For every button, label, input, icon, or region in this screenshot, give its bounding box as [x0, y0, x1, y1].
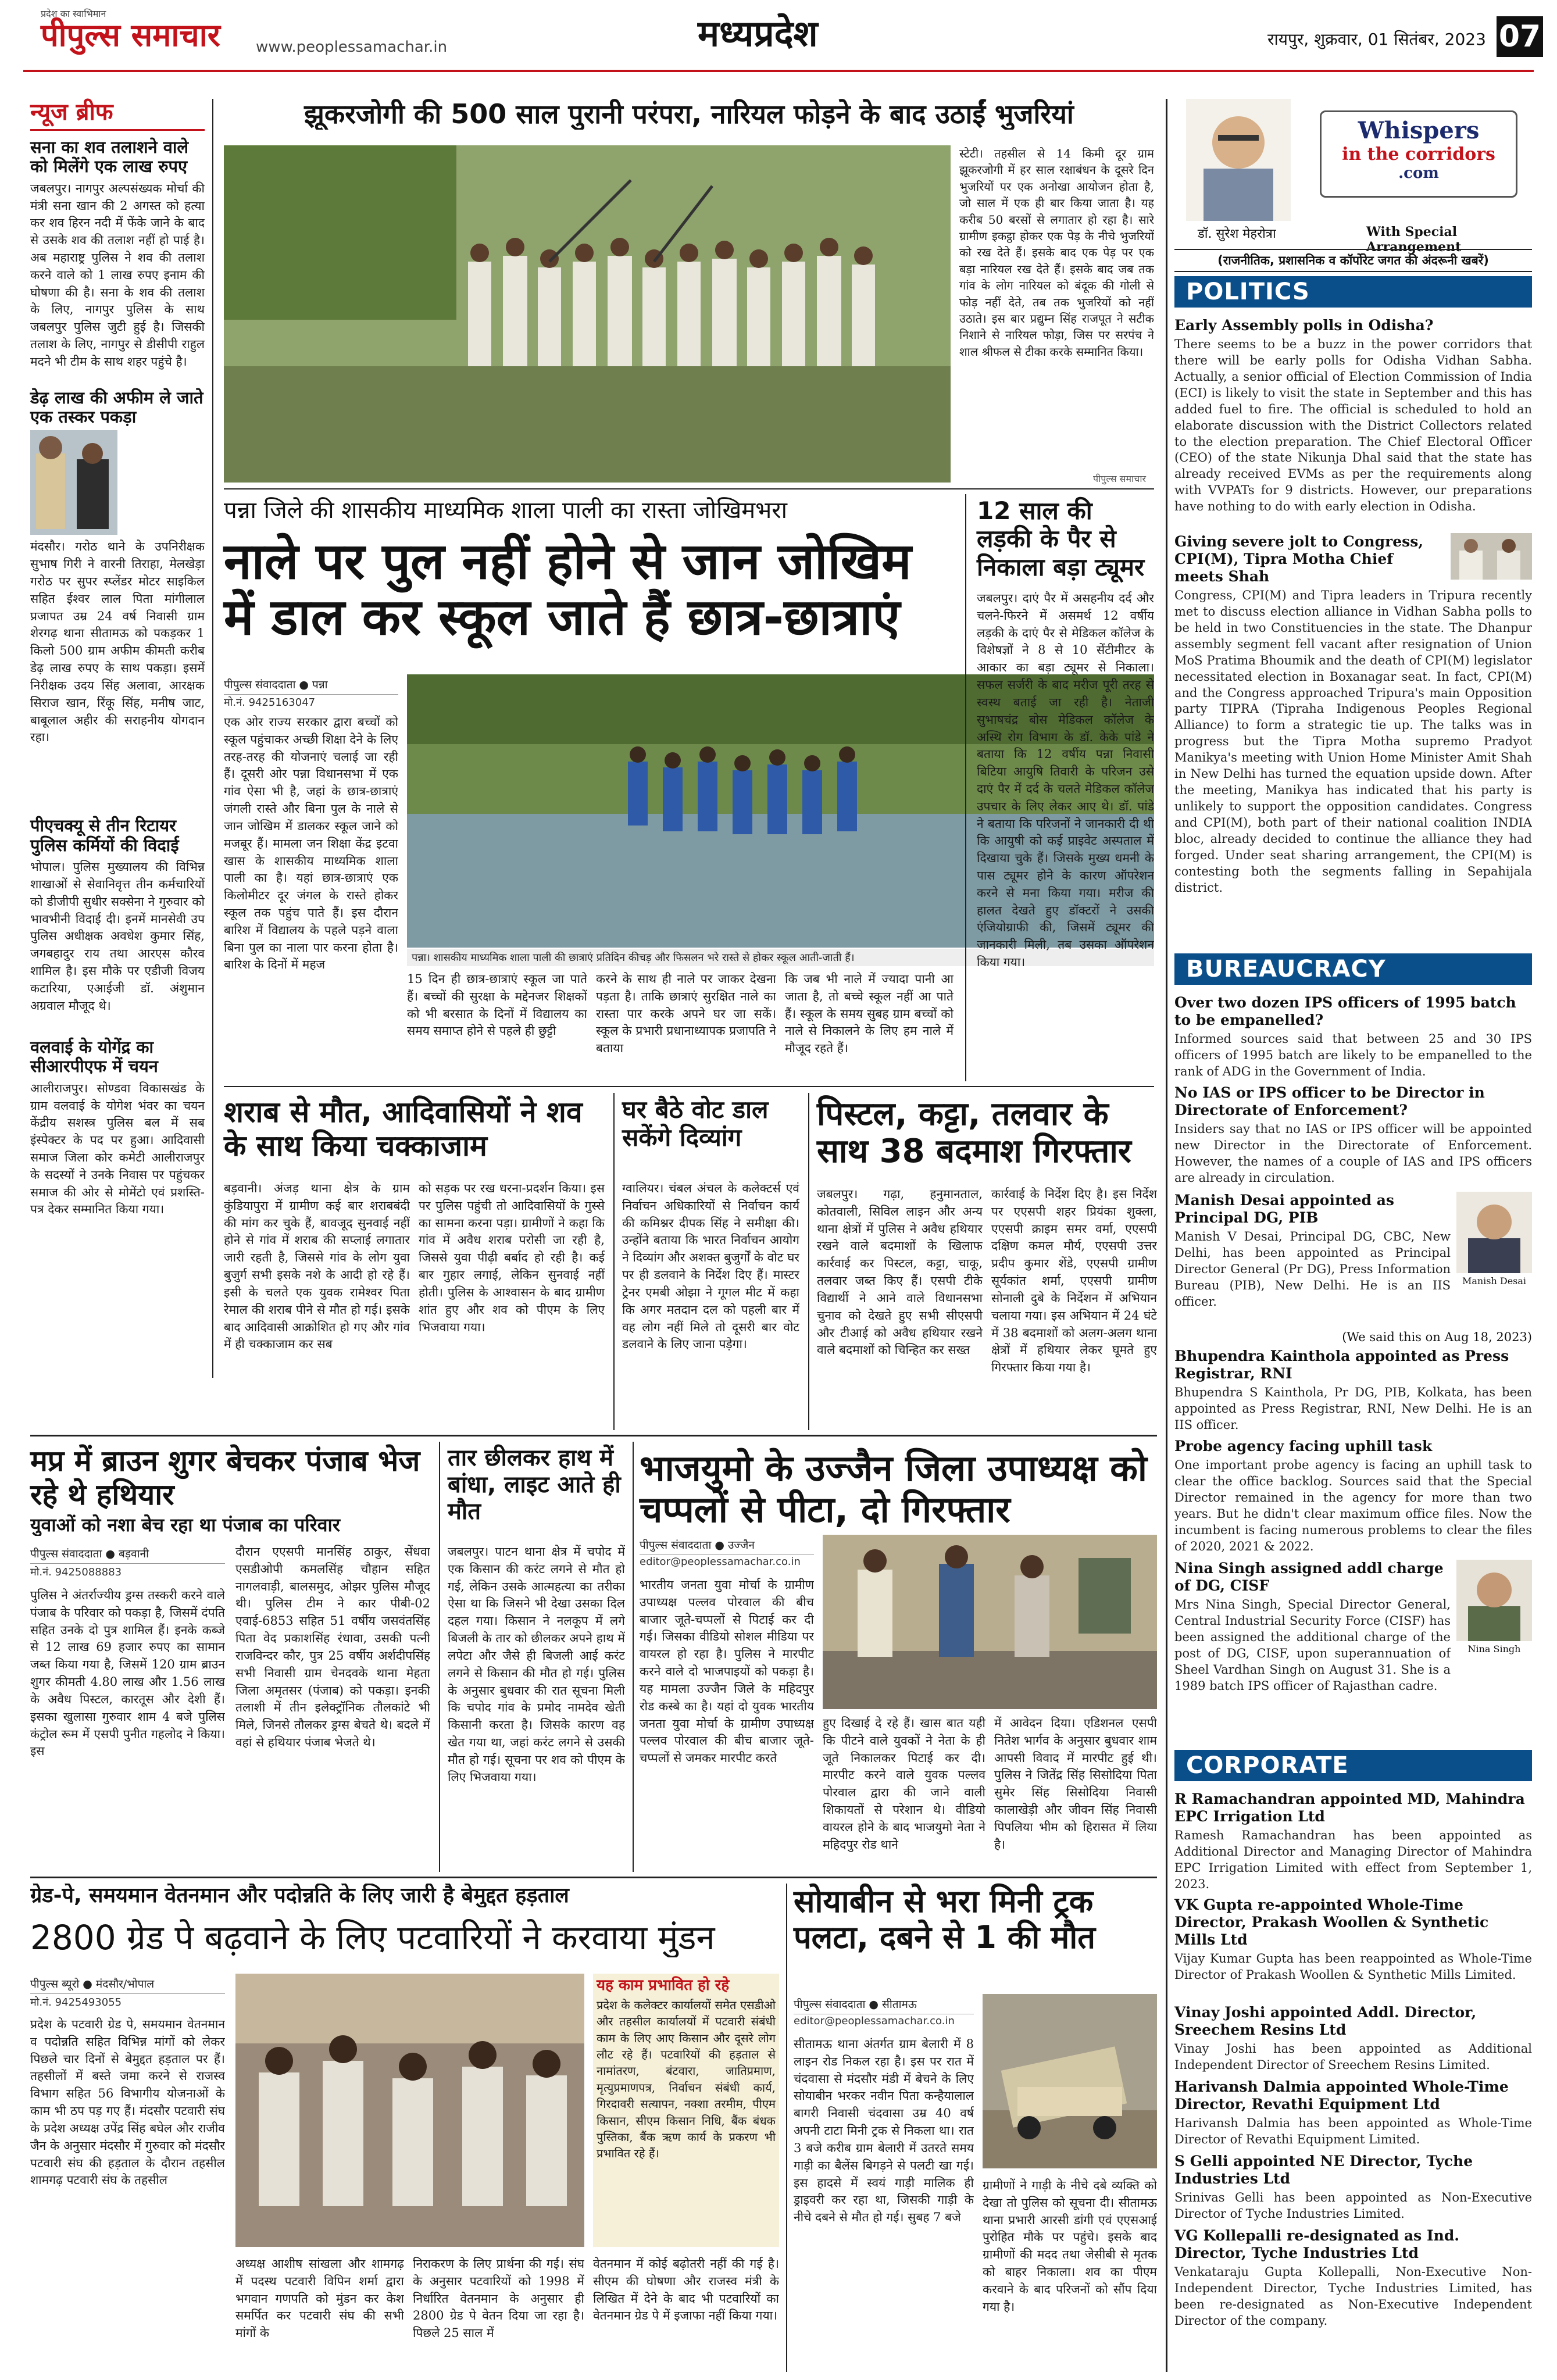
corporate-section-label: CORPORATE	[1174, 1750, 1532, 1781]
story11-byline: पीपुल्स संवाददाता ● सीतामऊ	[794, 1994, 974, 2014]
story6-col2: कार्रवाई के निर्देश दिए है। इस निर्देश पर एएसपी शहर प्रियंका शुक्ला, एएसपी क्राइम समर वर्मा, एएसपी दक्षिण कमल मौर्य, एएसपी उत्तर प्रदीप कुमार शेंडे, एएसपी ग्रामीण सूर्यकांत शर्मा, एएसपी ग्रामीण सोनाली दुबे के निर्देशन में अभियान चलाया गया। इस अभियान में 24 घंटे में 38 बदमाशों को अलग-अलग थाना क्षेत्रों में हथियार लेकर घूमते हुए गिरफ्तार किया गया है।	[991, 1187, 1157, 1375]
politics-section-label: POLITICS	[1174, 276, 1532, 308]
story2-intro: एक ओर राज्य सरकार द्वारा बच्चों को स्कूल पहुंचाकर अच्छी शिक्षा देने के लिए तरह-तरह की योजनाएं चलाई जा रही हैं। दूसरी ओर पन्ना विधानसभा में एक गांव ऐसा भी है, जहां के छात्र-छात्राएं जंगली रास्ते और बिना पुल के नाले से जान जोखिम में डालकर स्कूल जाने को मजबूर हैं। मामला जन शिक्षा केंद्र इटवा खास के शासकीय माध्यमिक शाला पाली का है। यहां छात्र-छात्राएं एक किलोमीटर दूर जंगल के रास्ते होकर स्कूल तक पहुंच पाते हैं। इस दौरान बारिश में विद्यालय के पहले पड़ने वाला बिना पुल का नाला पार करना होता है। बारिश के दिनों में महज	[224, 715, 398, 972]
story9-headline: भाजयुमो के उज्जैन जिला उपाध्यक्ष को चप्पलों से पीटा, दो गिरफ्तार	[640, 1447, 1147, 1531]
whispers-tagline: (राजनीतिक, प्रशासनिक व कॉर्पोरेट जगत की अंदरूनी खबरें)	[1174, 249, 1532, 272]
whispers-column	[1174, 99, 1532, 2372]
bureaucracy-item-title: Probe agency facing uphill task	[1174, 1438, 1433, 1455]
column-rule	[212, 99, 213, 1378]
story10-col2: अध्यक्ष आशीष सांखला और शामगढ़ में पदस्थ पटवारी विपिन शर्मा द्वारा भगवान गणपति को मुंडन कर केश समर्पित कर पटवारी संघ की सभी मांगों के	[235, 2257, 404, 2340]
story2-col2: 15 दिन ही छात्र-छात्राएं स्कूल जा पाते हैं। बच्चों की सुरक्षा के मद्देनजर शिक्षकों को भी बरसात के दिनों में विद्यालय का समय समाप्त होने से पहले ही छुट्टी	[407, 972, 587, 1038]
patwari-head-shaving-photo	[235, 1974, 584, 2247]
story4-headline: शराब से मौत, आदिवासियों ने शव के साथ किया चक्काजाम	[224, 1095, 583, 1163]
story1-body: स्टेटी। तहसील से 14 किमी दूर ग्राम झूकरजोगी में हर साल रक्षाबंधन के दूसरे दिन भुजरियों पर एक अनोखा आयोजन होता है, जो साल में एक ही बार किया जाता है। यह करीब 50 बरसों से लगातार हो रहा है। सारे ग्रामीण इकट्ठा होकर एक पेड़ के नीचे भुजरियों को रख देते हैं। इसके बाद एक पेड़ पर एक बड़ा नारियल रख देते हैं। इसके बाद जब तक गांव के लोग नारियल को बंदूक की गोली से फोड़ नहीं देते, तब तक भुजरियों को नहीं उठाते। इस बार प्रद्युम्न सिंह राजपूत ने सटीक निशाने से नारियल फोड़ा, जिस पर सरपंच ने शाल श्रीफल से टीका करके सम्मानित किया।	[959, 146, 1154, 359]
sidebar-body: प्रदेश के कलेक्टर कार्यालयों समेत एसडीओ और तहसील कार्यालयों में पटवारी संबंधी काम के लिए आए किसान और दूसरे लोग लौट रहे हैं। पटवारियों की हड़ताल से नामांतरण, बंटवारा, जातिप्रमाण, मृत्युप्रमाणपत्र, निर्वाचन संबंधी कार्य, गिरदावरी सत्यापन, नक्शा तरमीम, पीएम किसान, सीएम किसान निधि, बैंक बंधक पुस्तिका, बैंक ऋण कार्य के प्रकरण भी प्रभावित रहे हैं।	[597, 1997, 776, 2161]
story-rule	[224, 488, 1154, 489]
story9-photo	[823, 1535, 1157, 1709]
nina-singh-photo	[1456, 1560, 1532, 1641]
news-brief-label: न्यूज ब्रीफ	[30, 99, 205, 131]
column-rule	[613, 1093, 615, 1430]
story9-col2: हुए दिखाई दे रहे हैं। खास बात यही कि पीटने वाले युवकों ने नेता के ही जूते निकालकर पिटाई कर दी। मारपीट करने वाले युवक पल्लव पोरवाल द्वारा की जाने वाली शिकायतों से परेशान थे। वीडियो वायरल होने के बाद भाजयुमो नेता ने महिदपुर रोड थाने	[823, 1716, 985, 1852]
story1-photo	[224, 145, 951, 483]
author-portrait	[1186, 99, 1291, 221]
column-rule	[965, 494, 966, 1081]
story11-headline: सोयाबीन से भरा मिनी ट्रक पलटा, दबने से 1 की मौत	[794, 1883, 1096, 1956]
story10-kicker: ग्रेड-पे, समयमान वेतनमान और पदोन्नति के लिए जारी है बेमुद्दत हड़ताल	[30, 1884, 569, 1907]
story7-mobile: मो.नं. 9425088883	[30, 1566, 122, 1578]
brief-item-title: पीएचक्यू से तीन रिटायर पुलिस कर्मियों की विदाई	[30, 816, 179, 855]
story-rule	[30, 1435, 1157, 1436]
corporate-item-title: S Gelli appointed NE Director, Tyche Industries Ltd	[1174, 2153, 1473, 2187]
logo-line2: in the corridors	[1342, 144, 1495, 165]
corporate-item-body: Vijay Kumar Gupta has been reappointed as Whole-Time Director of Prakash Woollen & Synthetic Mills Limited.	[1174, 1952, 1532, 1982]
column-rule	[808, 1093, 809, 1430]
column-rule	[633, 1442, 634, 1872]
politics-item-body: There seems to be a buzz in the power corridors that there will be early polls for Odisha Vidhan Sabha. Actually, a senior official of Election Commission of India (ECI) is likely to visit the state in September and this has added fuel to fire. The official is scheduled to hold an elaborate discussion with the District Collectors related to the election preparation. The Chief Electoral Officer (CEO) of the state Nikunja Dhal said that the state has already received EVMs as per the requirements along with VVPATs for 9 districts. However, our preparations have nothing to do with early election in Odisha.	[1174, 337, 1532, 514]
story8-body: जबलपुर। पाटन थाना क्षेत्र में चपोद में एक किसान की करंट लगने से मौत हो गई, लेकिन उसके आत्महत्या का तरीका ऐसा था कि जिसने भी देखा उसका दिल दहल गया। किसान ने नलकूप में लगे बिजली के तार को छीलकर अपने हाथ में लपेटा और जैसे ही बिजली आई करंट लगने से किसान की मौत हो गई। पुलिस के अनुसार बुधवार की रात सूचना मिली कि चपोद गांव के प्रमोद नामदेव खेती किसानी करता है। जिसके कारण वह खेत गया था, जहां करंट लगने से उसकी मौत हो गई। सूचना पर शव को पीएम के लिए भिजवाया गया।	[448, 1545, 625, 1784]
brief-item-body: जबलपुर। नागपुर अल्पसंख्यक मोर्चा की मंत्री सना खान की 2 अगस्त को हत्या कर शव हिरन नदी में फेंके जाने के बाद से उसके शव की तलाश नहीं हो पाई है। अब महाराष्ट्र पुलिस ने शव की तलाश करने वाले को 1 लाख रुपए इनाम की घोषणा की है। सना के शव की तलाश के लिए, नागपुर पुलिस के साथ जबलपुर पुलिस जुटी हुई है। जिसकी तलाश के लिए, नागपुर से डीसीपी राहुल मदने भी टीम के साथ शहर पहुंचे है।	[30, 181, 205, 369]
story7-subhead: युवाओं को नशा बेच रहा था पंजाब का परिवार	[30, 1514, 340, 1536]
corporate-item-body: Venkataraju Gupta Kollepalli, Non-Executive Non-Independent Director, Tyche Industries Limited, has been re-designated as Non-Executive Independent Director of the company.	[1174, 2265, 1532, 2328]
story11-photo	[983, 1994, 1157, 2168]
story2-col4: कि जब भी नाले में ज्यादा पानी आ जाता है, तो बच्चे स्कूल नहीं आ पाते हैं। स्कूल के समय सुबह ग्राम बच्चों को नाले से निकालने के लिए हम नाले में मौजूद रहते हैं।	[785, 972, 954, 1056]
column-rule	[439, 1442, 440, 1872]
bureaucracy-item-body: Insiders say that no IAS or IPS officer will be appointed new Director in the Directorate of Enforcement. However, the names of a couple of IAS and IPS officers are already in circulation.	[1174, 1122, 1532, 1185]
logo-line1: Whispers	[1358, 117, 1480, 144]
masthead-tagline: प्रदेश का स्वाभिमान	[41, 8, 106, 19]
story5-body: ग्वालियर। चंबल अंचल के कलेक्टर्स एवं निर्वाचन अधिकारियों से निर्वाचन कार्य की कमिश्नर दीपक सिंह ने समीक्षा की। उन्होंने बताया कि भारत निर्वाचन आयोग ने दिव्यांग और अशक्त बुजुर्गों के वोट घर पर ही डलवाने के निर्देश दिए हैं। मास्टर ट्रेनर एमबी ओझा ने गूगल मीट में कहा कि अगर मतदान दल को पहली बार में वह लोग नहीं मिले तो दूसरी बार वोट डलवाने के लिए जाना पड़ेगा।	[622, 1181, 799, 1352]
brief-item-title: सना का शव तलाशने वाले को मिलेंगे एक लाख रुपए	[30, 137, 189, 177]
story10-col3: निराकरण के लिए प्रार्थना की गई। संघ के अनुसार पटवारियों को 1998 में निर्धारित वेतनमान के अनुसार ही 2800 ग्रेड पे वेतन दिया जा रहा है। पिछले 25 साल में	[413, 2257, 584, 2340]
bureaucracy-item-body: Manish V Desai, Principal DG, CBC, New Delhi, has been appointed as Principal Director General (Pr DG), Press Information Bureau (PIB), New Delhi. He is an IIS officer.	[1174, 1230, 1451, 1309]
story11-col2: ग्रामीणों ने गाड़ी के नीचे दबे व्यक्ति को देखा तो पुलिस को सूचना दी। सीतामऊ थाना प्रभारी आरसी डांगी एवं एएसआई पुरोहित मौके पर पहुंचे। इसके बाद ग्रामीणों की मदद तथा जेसीबी से मृतक को बाहर निकाला। शव का पीएम करवाने के बाद परिजनों को सौंप दिया गया है।	[983, 2178, 1157, 2314]
brief-item-body: भोपाल। पुलिस मुख्यालय की विभिन्न शाखाओं से सेवानिवृत्त तीन कर्मचारियों को डीजीपी सुधीर सक्सेना ने गुरुवार को भावभीनी विदाई दी। इनमें मानसेवी उप पुलिस अधीक्षक अवधेश कुमार सिंह, जगबहादुर राय तथा आरएस कौरव शामिल है। इस मौके पर एडीजी विजय कटारिया, एआईजी डॉ. अंशुमान अग्रवाल मौजूद थे।	[30, 860, 205, 1013]
story1-headline: झूकरजोगी की 500 साल पुरानी परंपरा, नारियल फोड़ने के बाद उठाईं भुजरियां	[304, 99, 1074, 130]
story10-headline: 2800 ग्रेड पे बढ़वाने के लिए पटवारियों ने करवाया मुंडन	[30, 1918, 715, 1957]
story6-headline: पिस्टल, कट्टा, तलवार के साथ 38 बदमाश गिरफ्तार	[817, 1095, 1131, 1171]
paper-name: पीपुल्स समाचार	[41, 17, 220, 53]
story3-headline: 12 साल की लड़की के पैर से निकाला बड़ा ट्यूमर	[977, 496, 1145, 581]
politics-item-body: Congress, CPI(M) and Tipra leaders in Tripura recently met to discuss election alliance in Vidhan Sabha polls to be held in two Constituencies in the state. The Dhanpur assembly segment fell vacant after resignation of Union MoS Pratima Bhoumik and the death of CPI(M) legislator necessitated election in Boxanagar seat. In fact, CPI(M) and the Congress approached Tripura's main Opposition party TIPRA (Tipraha Indigenous Peoples Regional Alliance) to form a strategic tie up. The talks was in progress but the Tipra Motha supremo Pradyot Manikya's meeting with Union Home Minister Amit Shah in New Delhi has turned the equation upside down. After the meeting, Manikya has indicated that his party is unlikely to support the opposition candidates. Congress and CPI(M), both part of their national coalition INDIA bloc, already decided to continue the alliance they had forged. Under seat sharing arrangement, the CPI(M) is contesting both the segments falling in Sepahijala district.	[1174, 588, 1532, 895]
story1-credit: पीपुल्स समाचार	[1093, 473, 1147, 484]
meeting-photo	[1451, 533, 1532, 580]
story10-col1: प्रदेश के पटवारी ग्रेड पे, समयमान वेतनमान व पदोन्नति सहित विभिन्न मांगों को लेकर पिछले चार दिनों से बेमुद्दत हड़ताल पर हैं। तहसीलों में बस्ते जमा करने से राजस्व विभाग सहित 56 विभागीय योजनाओं के काम भी ठप पड़ गए हैं। मंदसौर पटवारी संघ के प्रदेश अध्यक्ष उपेंद्र सिंह बघेल और राजीव जैन के अनुसार मंदसौर में गुरुवार को मंदसौर पटवारी संघ की हड़ताल के दौरान तहसील शामगढ़ पटवारी संघ के तहसील	[30, 2017, 225, 2188]
manish-desai-photo	[1456, 1192, 1532, 1273]
bureaucracy-list	[1174, 994, 1532, 1713]
photo-caption: Nina Singh	[1467, 1643, 1521, 1654]
arrangement-note: With Special Arrangement	[1366, 224, 1462, 255]
bureaucracy-item-body: Informed sources said that between 25 and 30 IPS officers of 1995 batch are likely to be empanelled to the rank of ADG in the Government of India.	[1174, 1032, 1532, 1078]
story2-kicker: पन्ना जिले की शासकीय माध्यमिक शाला पाली का रास्ता जोखिमभरा	[224, 497, 787, 524]
masthead	[0, 0, 1557, 81]
corporate-item-title: R Ramachandran appointed MD, Mahindra EPC Irrigation Ltd	[1174, 1791, 1525, 1825]
story10-col4: वेतनमान में कोई बढ़ोतरी नहीं की गई है। सीएम की घोषणा और राजस्व मंत्री के लिखित में देने के बाद भी पटवारियों का वेतनमान ग्रेड पे में इजाफा नहीं किया गया।	[593, 2257, 779, 2323]
dateline: रायपुर, शुक्रवार, 01 सितंबर, 2023	[1267, 30, 1486, 49]
corporate-item-title: VG Kollepalli re-designated as Ind. Director, Tyche Industries Ltd	[1174, 2227, 1460, 2261]
story9-col1: भारतीय जनता युवा मोर्चा के ग्रामीण उपाध्यक्ष पल्लव पोरवाल की बीच बाजार जूते-चप्पलों से पिटाई कर दी गई। जिसका वीडियो सोशल मीडिया पर वायरल हो रहा है। पुलिस ने मारपीट करने वाले दो भाजपाइयों को पकड़ा है। यह मामला उज्जैन जिले के महिदपुर रोड कस्बे का है। यहां दो युवक भारतीय जनता युवा मोर्चा के ग्रामीण उपाध्यक्ष पल्लव पोरवाल की बीच बाजार जूते-चप्पलों से जमकर मारपीट करते	[640, 1578, 814, 1766]
story2-mobile: मो.नं. 9425163047	[224, 696, 316, 709]
brief-photo-police	[30, 430, 117, 535]
section-name: मध्यप्रदेश	[698, 12, 818, 55]
story6-col1: जबलपुर। गढ़ा, हनुमानताल, कोतवाली, सिविल लाइन और अन्य थाना क्षेत्रों में पुलिस ने अवैध हथियार रखने वाले बदमाशों के खिलाफ कार्रवाई कर पिस्टल, कट्टा, चाकू, तलवार जब्त किए हैं। एसपी टीके विद्यार्थी ने आने वाले विधानसभा चुनाव को देखते हुए सभी सीएसपी और टीआई को अवैध हथियार रखने वाले बदमाशों को चिन्हित कर सख्त	[817, 1187, 983, 1357]
brief-item-title: वलवाई के योगेंद्र का सीआरपीएफ में चयन	[30, 1037, 158, 1077]
story2-caption: पन्ना। शासकीय माध्यमिक शाला पाली की छात्राएं प्रतिदिन कीचड़ और फिसलन भरे रास्ते से होकर स्कूल आती-जाती हैं।	[407, 949, 1154, 966]
story8-headline: तार छीलकर हाथ में बांधा, लाइट आते ही मौत	[448, 1445, 621, 1525]
bureaucracy-item-title: Nina Singh assigned addl charge of DG, CISF	[1174, 1560, 1444, 1594]
bureaucracy-item-title: Over two dozen IPS officers of 1995 batch to be empanelled?	[1174, 994, 1516, 1028]
politics-list	[1174, 317, 1532, 916]
police-photo	[30, 430, 117, 535]
reported-note: (We said this on Aug 18, 2023)	[1342, 1330, 1532, 1344]
brief-item-title: डेढ़ लाख की अफीम ले जाते एक तस्कर पकड़ा	[30, 387, 203, 427]
story-rule	[224, 1086, 1154, 1087]
overturned-truck-photo	[983, 1994, 1157, 2168]
politics-item-title: Giving severe jolt to Congress, CPI(M), Tipra Motha Chief meets Shah	[1174, 533, 1423, 585]
story10-mobile: मो.नं. 9425493055	[30, 1996, 122, 2009]
masthead-rule	[23, 70, 1534, 72]
story-rule	[30, 1877, 1157, 1878]
story10-sidebar	[593, 1974, 779, 2247]
website[interactable]: www.peoplessamachar.in	[256, 38, 448, 56]
column-rule	[1166, 99, 1167, 2372]
column-rule	[786, 1884, 787, 2372]
corporate-list	[1174, 1791, 1532, 2329]
sidebar-heading: यह काम प्रभावित हो रहे	[597, 1977, 730, 1994]
story2-byline: पीपुल्स संवाददाता ● पन्ना	[224, 674, 398, 695]
bureaucracy-item-body: Mrs Nina Singh, Special Director General, Central Industrial Security Force (CISF) has been assigned the additional charge of the post of DG, CISF, upon superannuation of Sheel Vardhan Singh on August 31. She is a 1989 batch IPS officer of Rajasthan cadre.	[1174, 1598, 1451, 1693]
corporate-item-title: VK Gupta re-appointed Whole-Time Director, Prakash Woollen & Synthetic Mills Ltd	[1174, 1896, 1489, 1948]
story9-col3: में आवेदन दिया। एडिशनल एसपी नितेश भार्गव के अनुसार बुधवार शाम आपसी विवाद में मारपीट हुई थी। पुलिस ने जितेंद्र सिंह सिसोदिया पिता सुमेर सिंह सिसोदिया निवासी कालाखेड़ी और जीवन सिंह निवासी पिपलिया भीम को हिरासत में लिया है।	[994, 1716, 1157, 1852]
story9-byline: पीपुल्स संवाददाता ● उज्जैन	[640, 1535, 814, 1555]
corporate-item-title: Harivansh Dalmia appointed Whole-Time Director, Revathi Equipment Ltd	[1174, 2078, 1509, 2113]
story11-col1: सीतामऊ थाना अंतर्गत ग्राम बेलारी में 8 लाइन रोड निकल रहा है। इस पर रात में चंदवासा से मंदसौर मंडी में बेचने के लिए सोयाबीन भरकर नवीन पिता कन्हैयालाल बागरी निवासी चंदवासा उम्र 40 वर्ष अपनी टाटा मिनी ट्रक से निकला था। रात 3 बजे करीब ग्राम बेलारी में उतरते समय गाड़ी का बैलेंस बिगड़ने से पलटी खा गई। इस हादसे में स्वयं गाड़ी मालिक ही ड्राइवरी कर रहा था, जिसकी गाड़ी के नीचे दबने से मौत हो गई। सुबह 7 बजे	[794, 2037, 974, 2225]
story10-photo	[235, 1974, 584, 2247]
page-number: 07	[1497, 16, 1543, 57]
story7-col2: दौरान एएसपी मानसिंह ठाकुर, सेंधवा एसडीओपी कमलसिंह चौहान सहित नागलवाड़ी, बालसमुद, ओझर पुलिस मौजूद थी। पुलिस टीम ने कार पीबी-02 एवाई-6853 सहित 51 वर्षीय जसवंतसिंह पिता वेद प्रकाशसिंह रंधावा, उसकी पत्नी राजविन्दर कौर, पुत्र 25 वर्षीय अर्शदीपसिंह सभी निवासी ग्राम चेनदवके थाना मेहता जिला अमृतसर (पंजाब) को पकड़ा। इनकी तलाशी में तीन इलेक्ट्रॉनिक तौलकांटे भी मिले, जिनसे तौलकर ड्रग्स बेचते थे। बदले में वहां से हथियार पंजाब भेजते थे।	[235, 1545, 430, 1749]
news-brief-column	[30, 99, 205, 1378]
author-photo	[1186, 99, 1291, 221]
brief-item-body: आलीराजपुर। सोण्डवा विकासखंड के ग्राम वलवाई के योगेश भंवर का चयन केंद्रीय सशस्त्र पुलिस बल में सब इंस्पेक्टर के पद पर हुआ। आदिवासी समाज जिला कोर कमेटी आलीराजपुर के सदस्यों ने उनके निवास पर पहुंचकर समाज की ओर से मोमेंटो एवं प्रशस्ति-पत्र देकर सम्मानित किया गया।	[30, 1081, 205, 1217]
politics-item-title: Early Assembly polls in Odisha?	[1174, 317, 1434, 334]
bureaucracy-item-title: Manish Desai appointed as Principal DG, PIB	[1174, 1192, 1394, 1226]
corporate-item-body: Ramesh Ramachandran has been appointed as Additional Director and Managing Director of Mahindra EPC Irrigation Limited with effect from September 1, 2023.	[1174, 1828, 1532, 1891]
story2-headline: नाले पर पुल नहीं होने से जान जोखिम में डाल कर स्कूल जाते हैं छात्र-छात्राएं	[224, 533, 912, 647]
bureaucracy-section-label: BUREAUCRACY	[1174, 953, 1532, 985]
story7-headline: मप्र में ब्राउन शुगर बेचकर पंजाब भेज रहे थे हथियार	[30, 1444, 420, 1511]
corporate-item-body: Srinivas Gelli has been appointed as Non-Executive Director of Tyche Industries Limited.	[1174, 2190, 1532, 2221]
story4-col2: को सड़क पर रख धरना-प्रदर्शन किया। इस पर पुलिस पहुंची तो आदिवासियों के गुस्से का सामना करना पड़ा। ग्रामीणों ने कहा कि गांव में अवैध शराब परोसी जा रही है, जिससे युवा पीढ़ी बर्बाद हो रही है। कई बार गुहार लगाई, लेकिन सुनवाई नहीं होती। पुलिस के आश्वासन के बाद ग्रामीण शांत हुए और शव को पीएम के लिए भिजवाया गया।	[419, 1181, 605, 1334]
bureaucracy-item-body: Bhupendra S Kainthola, Pr DG, PIB, Kolkata, has been appointed as Press Registrar, RNI, New Delhi. He is an IIS officer.	[1174, 1385, 1532, 1432]
story3-body: जबलपुर। दाएं पैर में असहनीय दर्द और चलने-फिरने में असमर्थ 12 वर्षीय लड़की के दाएं पैर से मेडिकल कॉलेज के विशेषज्ञों ने 8 से 10 सेंटीमीटर के आकार का बड़ा ट्यूमर से निकाला। सफल सर्जरी के बाद मरीज पूरी तरह से स्वस्थ बताई जा रही है। नेताजी सुभाषचंद्र बोस मेडिकल कॉलेज के अस्थि रोग विभाग के डॉ. केके पांडे ने बताया कि 12 वर्षीय पन्ना निवासी बिटिया आयुषि तिवारी के परिजन उसे दाएं पैर में दर्द के चलते मेडिकल कॉलेज उपचार के लिए लेकर आए थे। डॉ. पांडे ने बताया कि परिजनों ने जानकारी दी थी कि आयुषी को कई प्राइवेट अस्पताल में दिखाया चुके हैं। जिसके मुख्य धमनी के पास ट्यूमर होने के कारण ऑपरेशन करने से मना किया गया। मरीज की हालत देखते हुए डॉक्टरों ने उसकी एंजियोग्राफी की, जिसमें ट्यूमर की जानकारी मिली, तब उसका ऑपरेशन किया गया।	[977, 591, 1154, 970]
ceremony-crowd-photo	[224, 145, 951, 483]
bureaucracy-item-body: One important probe agency is facing an uphill task to clear the office backlog. Sources said that the Special Director remained in the agency for more than two years. But he didn't clear maximum office files. Now the incumbent is facing numerous problems to clear the files of 2020, 2021 & 2022.	[1174, 1458, 1532, 1553]
logo-line3: .com	[1398, 165, 1439, 182]
assault-video-still-photo	[823, 1535, 1157, 1709]
whispers-logo	[1320, 110, 1517, 198]
corporate-item-body: Harivansh Dalmia has been appointed as Whole-Time Director of Revathi Equipment Limited.	[1174, 2116, 1532, 2146]
story4-col1: बड़वानी। अंजड़ थाना क्षेत्र के ग्राम कुंडियापुरा में ग्रामीण कई बार शराबबंदी की मांग कर चुके हैं, बावजूद सुनवाई नहीं होने से गांव में शराब की सप्लाई लगातार जारी रहती है, जिससे गांव के लोग युवा बुजुर्ग सभी इसके नशे के आदी हो रहे हैं। इसी के चलते एक युवक रामेश्वर पिता रेमाल की शराब पीने से मौत हो गई। इसके बाद आदिवासी आक्रोशित हो गए और गांव में ही चक्काजाम कर सब	[224, 1181, 410, 1352]
author-name: डॉ. सुरेश मेहरोत्रा	[1198, 227, 1276, 241]
bureaucracy-item-title: Bhupendra Kainthola appointed as Press Registrar, RNI	[1174, 1348, 1509, 1382]
story10-byline: पीपुल्स ब्यूरो ● मंदसौर/भोपाल	[30, 1974, 225, 1994]
story7-byline: पीपुल्स संवाददाता ● बड़वानी	[30, 1543, 225, 1564]
story2-col3: करने के साथ ही नाले पर जाकर देखना पड़ता है। ताकि छात्राएं सुरक्षित नाले का रास्ता पार करके अपने घर जा सकें। स्कूल के प्रभारी प्रधानाध्यापक प्रजापति ने बताया	[596, 972, 776, 1056]
brief-item-body: मंदसौर। गरोठ थाने के उपनिरीक्षक सुभाष गिरी ने वारनी तिराहा, मेलखेड़ा गरोठ पर सुपर स्प्लेंडर मोटर साइकिल सहित ईश्वर लाल पिता मांगीलाल प्रजापत उम्र 24 वर्ष निवासी ग्राम शेरगढ़ थाना सीतामऊ को पकड़कर 1 किलो 500 ग्राम अफीम कीमती करीब डेढ़ लाख रुपए के साथ पकड़ा। इसमें निरीक्षक उदय सिंह अलावा, आरक्षक सिराज खान, रिंकू सिंह, मनीष जाट, बाबूलाल अहीर की सराहनीय योगदान रहा।	[30, 539, 205, 745]
corporate-item-body: Vinay Joshi has been appointed as Additional Independent Director of Sreechem Resins Limited.	[1174, 2042, 1532, 2072]
corporate-item-title: Vinay Joshi appointed Addl. Director, Sreechem Resins Ltd	[1174, 2004, 1477, 2038]
story7-col1: पुलिस ने अंतर्राज्यीय ड्रग्स तस्करी करने वाले पंजाब के परिवार को पकड़ा है, जिसमें दंपति सहित उनके दो पुत्र शामिल हैं। इनके कब्जे से 12 लाख 69 हजार रुपए का सामान जब्त किया गया है, जिसमें 120 ग्राम ब्राउन शुगर कीमती 4.80 लाख और 1.56 लाख के अवैध पिस्टल, कारतूस और देशी हैं। इसका खुलासा गुरुवार शाम 4 बजे पुलिस कंट्रोल रूम में एसपी पुनीत गहलोद ने किया। इस	[30, 1588, 225, 1759]
story11-email[interactable]: editor@peoplessamachar.co.in	[794, 2015, 955, 2027]
story9-email[interactable]: editor@peoplessamachar.co.in	[640, 1556, 801, 1568]
story5-headline: घर बैठे वोट डाल सकेंगे दिव्यांग	[622, 1095, 769, 1152]
bureaucracy-item-title: No IAS or IPS officer to be Director in Directorate of Enforcement?	[1174, 1084, 1485, 1118]
photo-caption: Manish Desai	[1462, 1275, 1527, 1287]
